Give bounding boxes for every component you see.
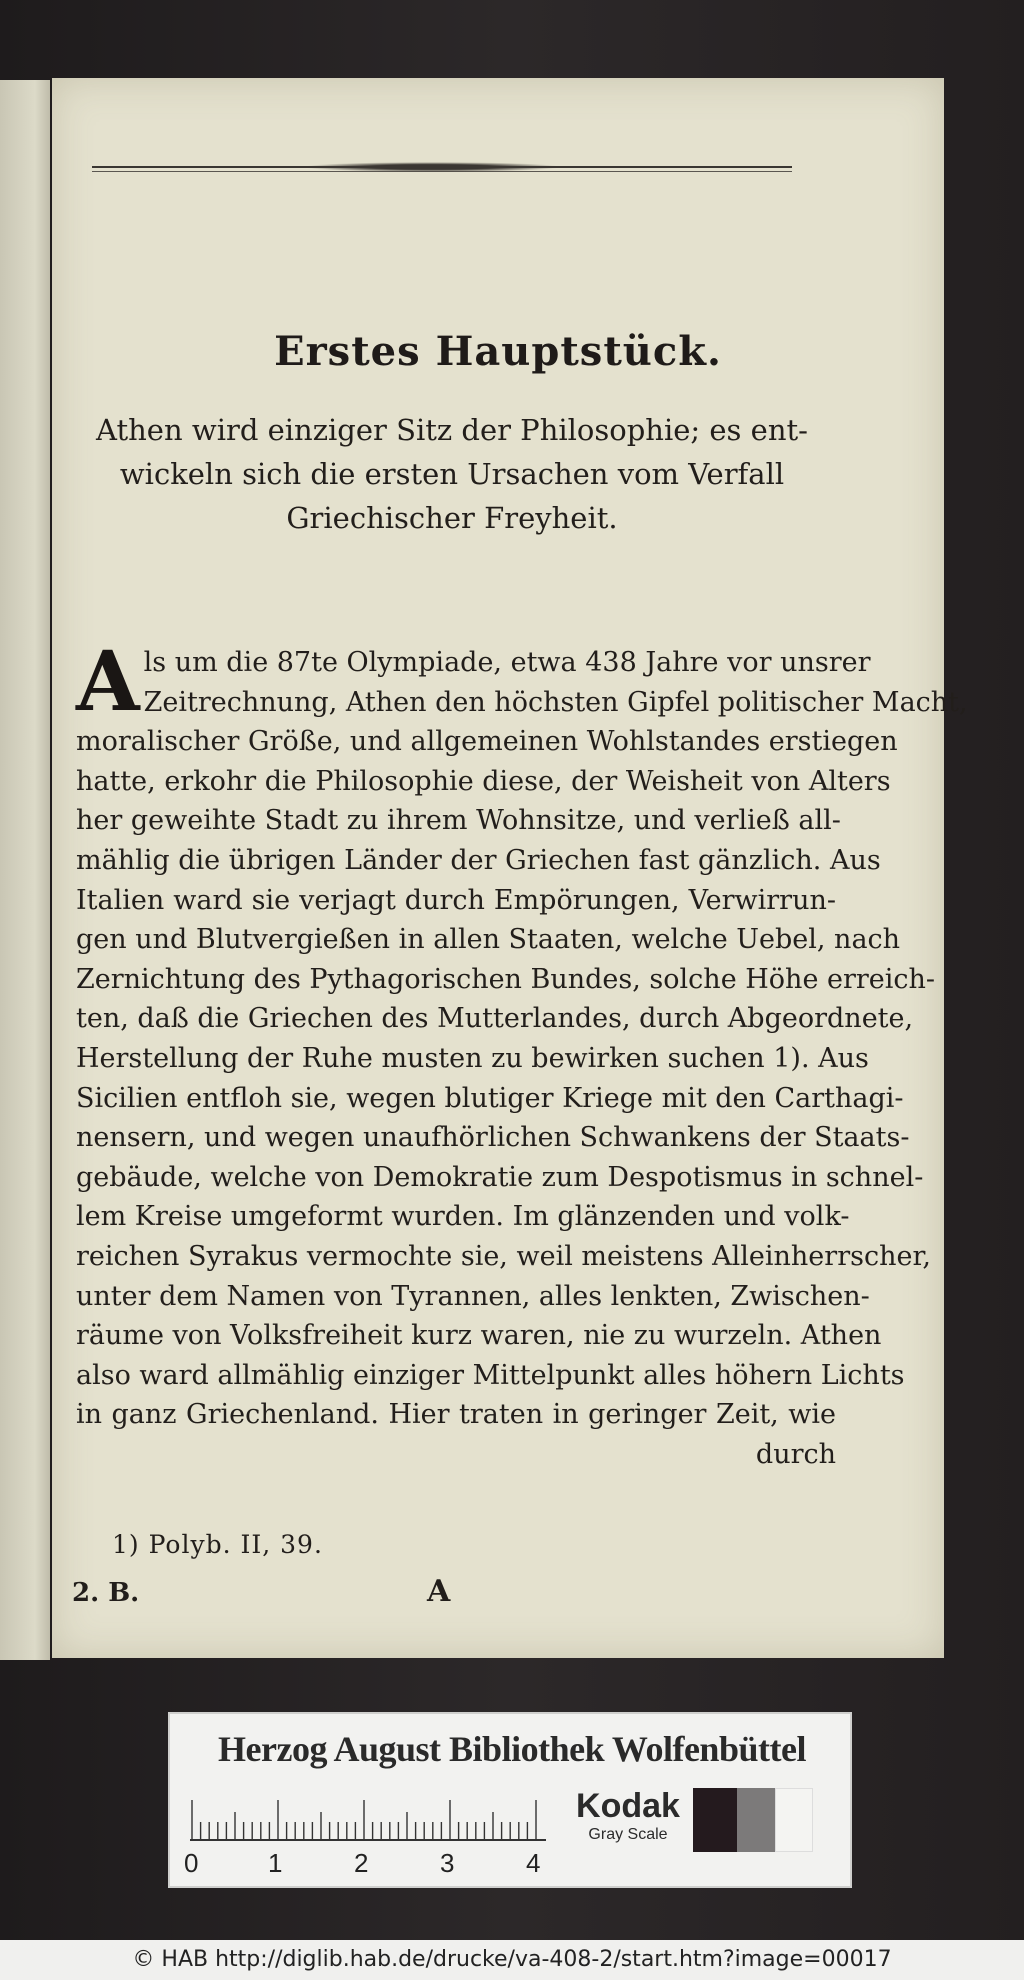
text-line: Herstellung der Ruhe musten zu bewirken suchen 1). Aus [76, 1042, 869, 1074]
gray-scale-label: Gray Scale [588, 1826, 668, 1843]
body-text [76, 634, 968, 1474]
library-name: Herzog August Bibliothek Wolfenbüttel [218, 1729, 806, 1769]
signature-mark: A [427, 1574, 451, 1609]
subtitle-line: wickeln sich die ersten Ursachen vom Verfall [119, 457, 785, 491]
ruler-number: 3 [440, 1848, 455, 1878]
text-line: mählig die übrigen Länder der Griechen fast gänzlich. Aus [76, 844, 881, 876]
ruler-number: 0 [184, 1848, 199, 1878]
catchword: durch [755, 1438, 836, 1470]
text-line: Sicilien entfloh sie, wegen blutiger Kriege mit den Carthagi- [76, 1082, 904, 1114]
gray-swatch-dark [693, 1788, 737, 1852]
subtitle-line: Athen wird einziger Sitz der Philosophie; es ent- [96, 413, 808, 447]
text-line: gen und Blutvergießen in allen Staaten, welche Uebel, nach [76, 924, 901, 956]
text-line: Zernichtung des Pythagorischen Bundes, solche Höhe erreich- [76, 963, 936, 995]
ruler-number: 1 [268, 1848, 283, 1878]
ruler-numbers [184, 1848, 564, 1882]
text-line: ls um die 87te Olympiade, etwa 438 Jahre vor unsrer [143, 647, 871, 678]
footnote: 1) Polyb. II, 39. [112, 1530, 323, 1559]
text-line: gebäude, welche von Demokratie zum Despotismus in schnel- [76, 1161, 924, 1193]
kodak-label [568, 1786, 688, 1856]
text-line: also ward allmählig einziger Mittelpunkt alles höhern Lichts [76, 1359, 905, 1391]
chapter-heading: Erstes Hauptstück. [274, 328, 722, 375]
text-line: in ganz Griechenland. Hier traten in geringer Zeit, wie [76, 1399, 836, 1431]
chapter-subtitle [72, 408, 832, 540]
gray-swatch-mid [737, 1788, 775, 1852]
gray-swatch-light [775, 1788, 813, 1852]
adjacent-page-edge [0, 80, 50, 1660]
text-line: hatte, erkohr die Philosophie diese, der Weisheit von Alters [76, 765, 891, 797]
text-line: her geweihte Stadt zu ihrem Wohnsitze, und verließ all- [76, 805, 841, 837]
book-page [52, 78, 968, 1658]
text-line: Italien ward sie verjagt durch Empörungen, Verwirrun- [76, 884, 836, 916]
copyright-footer: © HAB http://diglib.hab.de/drucke/va-408-2/start.htm?image=00017 [0, 1940, 1024, 1980]
color-calibration-card [168, 1712, 852, 1888]
ruler-number: 4 [526, 1848, 541, 1878]
text-line: ten, daß die Griechen des Mutterlandes, durch Abgeordnete, [76, 1003, 914, 1035]
drop-capital: A [76, 634, 140, 730]
kodak-brand: Kodak [576, 1787, 680, 1825]
text-line: reichen Syrakus vermochte sie, weil meistens Alleinherrscher, [76, 1240, 931, 1272]
volume-mark: 2. B. [72, 1578, 140, 1608]
text-line: räume von Volksfreiheit kurz waren, nie zu wurzeln. Athen [76, 1320, 882, 1352]
text-line: unter dem Namen von Tyrannen, alles lenkten, Zwischen- [76, 1280, 870, 1312]
text-line: nensern, und wegen unaufhörlichen Schwankens der Staats- [76, 1122, 910, 1154]
text-line: lem Kreise umgeformt wurden. Im glänzenden und volk- [76, 1201, 850, 1233]
header-rule-ornament [302, 162, 562, 172]
text-line: moralischer Größe, und allgemeinen Wohlstandes erstiegen [76, 726, 898, 758]
ruler-scale [190, 1796, 550, 1842]
ruler-number: 2 [354, 1848, 369, 1878]
text-line: Zeitrechnung, Athen den höchsten Gipfel politischer Macht, [143, 686, 968, 718]
subtitle-line: Griechischer Freyheit. [286, 501, 618, 535]
